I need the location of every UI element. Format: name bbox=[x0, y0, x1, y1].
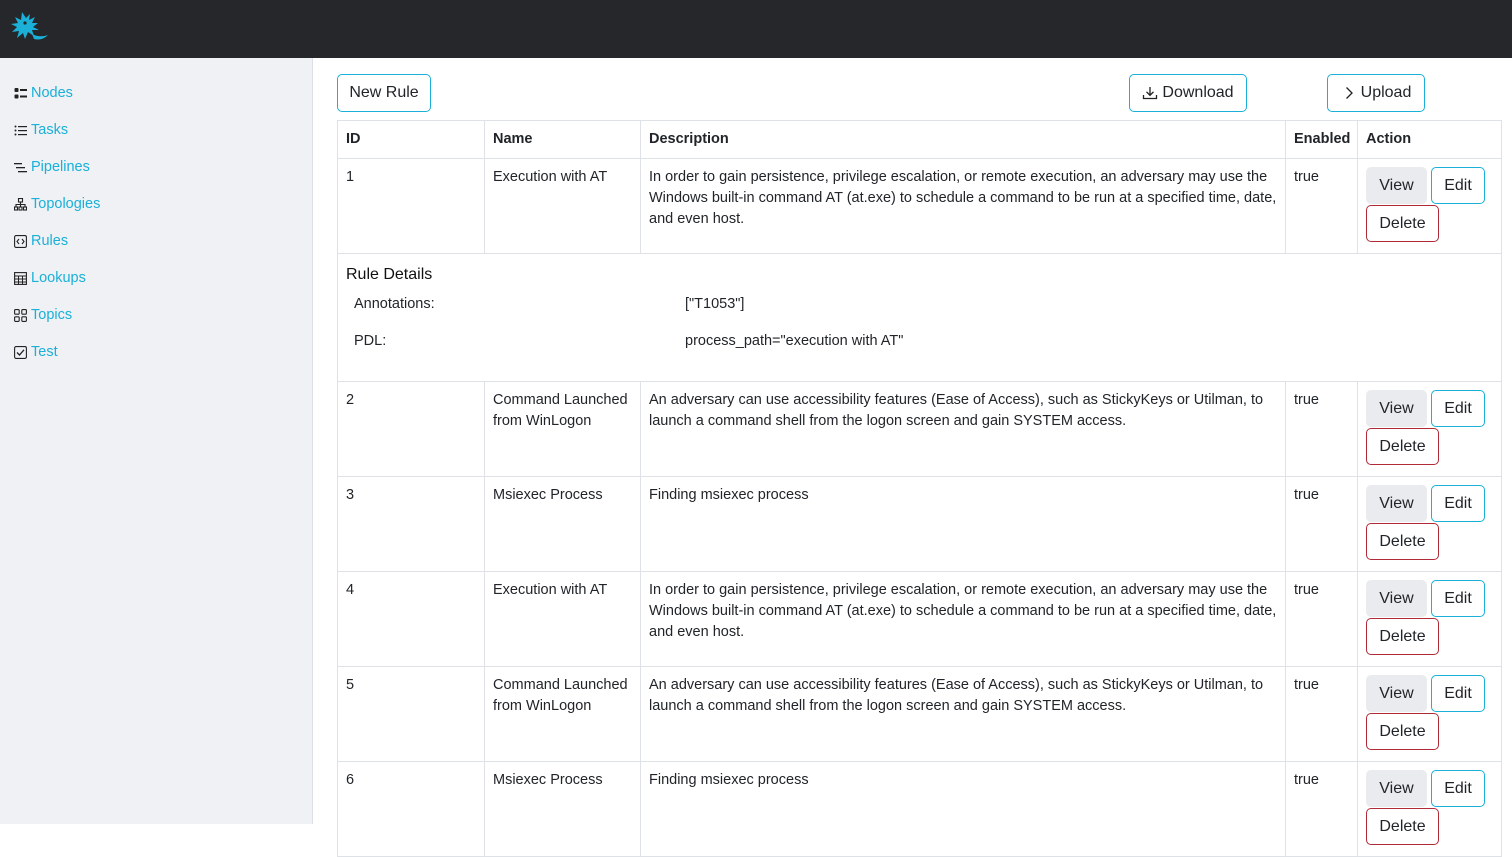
cell-description: Finding msiexec process bbox=[641, 477, 1286, 572]
column-header-description: Description bbox=[641, 121, 1286, 159]
top-navbar bbox=[0, 0, 1512, 58]
cell-description: In order to gain persistence, privilege escalation, or remote execution, an adversary may use the Windows built-in command AT (at.exe) to schedule a command to be run at a specified time, date, and even host. bbox=[641, 572, 1286, 667]
pdl-label: PDL: bbox=[354, 333, 387, 349]
pdl-value: process_path="execution with AT" bbox=[685, 333, 904, 349]
sidebar-item-tasks[interactable] bbox=[14, 119, 68, 141]
table-row bbox=[338, 159, 1502, 254]
rules-table bbox=[337, 120, 1502, 857]
view-button[interactable]: View bbox=[1366, 770, 1427, 807]
view-button[interactable]: View bbox=[1366, 390, 1427, 427]
column-header-id: ID bbox=[338, 121, 485, 159]
sidebar-item-lookups[interactable] bbox=[14, 267, 86, 289]
sidebar-item-label: Topics bbox=[31, 307, 73, 323]
cell-enabled: true bbox=[1286, 382, 1358, 477]
view-button[interactable]: View bbox=[1366, 167, 1427, 204]
cell-enabled: true bbox=[1286, 477, 1358, 572]
cell-actions bbox=[1358, 667, 1502, 762]
cell-actions bbox=[1358, 572, 1502, 667]
cell-actions bbox=[1358, 382, 1502, 477]
cell-description: An adversary can use accessibility features (Ease of Access), such as StickyKeys or Utilman, to launch a command shell from the logon screen and gain SYSTEM access. bbox=[641, 382, 1286, 477]
new-rule-button[interactable]: New Rule bbox=[337, 74, 431, 112]
column-header-enabled: Enabled bbox=[1286, 121, 1358, 159]
cell-name: Execution with AT bbox=[485, 572, 641, 667]
cell-actions bbox=[1358, 762, 1502, 857]
cell-id: 1 bbox=[338, 159, 485, 254]
cell-name: Msiexec Process bbox=[485, 762, 641, 857]
grid-icon bbox=[14, 309, 27, 322]
sidebar-item-label: Topologies bbox=[31, 196, 101, 212]
checkbox-icon bbox=[14, 346, 27, 359]
cell-name: Msiexec Process bbox=[485, 477, 641, 572]
delete-button[interactable]: Delete bbox=[1366, 205, 1439, 242]
cell-id: 3 bbox=[338, 477, 485, 572]
view-button[interactable]: View bbox=[1366, 675, 1427, 712]
delete-button[interactable]: Delete bbox=[1366, 428, 1439, 465]
main-content bbox=[313, 58, 1512, 835]
edit-button[interactable]: Edit bbox=[1431, 485, 1485, 522]
sidebar-item-label: Test bbox=[31, 344, 58, 360]
edit-button[interactable]: Edit bbox=[1431, 675, 1485, 712]
cell-name: Command Launched from WinLogon bbox=[485, 667, 641, 762]
edit-button[interactable]: Edit bbox=[1431, 390, 1485, 427]
sidebar-item-rules[interactable] bbox=[14, 230, 68, 252]
sidebar-item-topologies[interactable] bbox=[14, 193, 100, 215]
cell-enabled: true bbox=[1286, 572, 1358, 667]
download-icon bbox=[1142, 85, 1158, 101]
cell-id: 5 bbox=[338, 667, 485, 762]
pipelines-icon bbox=[14, 161, 27, 174]
cell-enabled: true bbox=[1286, 762, 1358, 857]
sidebar-item-label: Lookups bbox=[31, 270, 86, 286]
table-header-row bbox=[338, 121, 1502, 159]
table-row bbox=[338, 477, 1502, 572]
table-row bbox=[338, 762, 1502, 857]
cell-id: 6 bbox=[338, 762, 485, 857]
cell-name: Execution with AT bbox=[485, 159, 641, 254]
rule-details-title: Rule Details bbox=[346, 266, 433, 283]
topology-icon bbox=[14, 198, 27, 211]
upload-button[interactable]: Upload bbox=[1327, 74, 1425, 112]
code-icon bbox=[14, 235, 27, 248]
dragon-logo-icon[interactable] bbox=[8, 8, 50, 46]
sidebar-item-label: Tasks bbox=[31, 122, 69, 138]
sidebar-item-label: Pipelines bbox=[31, 159, 90, 175]
table-icon bbox=[14, 272, 27, 285]
delete-button[interactable]: Delete bbox=[1366, 618, 1439, 655]
nodes-icon bbox=[14, 87, 27, 100]
column-header-action: Action bbox=[1358, 121, 1502, 159]
chevron-right-icon bbox=[1341, 85, 1357, 101]
table-row bbox=[338, 667, 1502, 762]
cell-id: 4 bbox=[338, 572, 485, 667]
sidebar-item-nodes[interactable] bbox=[14, 82, 73, 104]
cell-description: In order to gain persistence, privilege escalation, or remote execution, an adversary may use the Windows built-in command AT (at.exe) to schedule a command to be run at a specified time, date, and even host. bbox=[641, 159, 1286, 254]
cell-enabled: true bbox=[1286, 667, 1358, 762]
rule-details-panel bbox=[338, 254, 1502, 382]
sidebar-item-label: Rules bbox=[31, 233, 69, 249]
delete-button[interactable]: Delete bbox=[1366, 523, 1439, 560]
sidebar-item-topics[interactable] bbox=[14, 304, 72, 326]
view-button[interactable]: View bbox=[1366, 485, 1427, 522]
view-button[interactable]: View bbox=[1366, 580, 1427, 617]
edit-button[interactable]: Edit bbox=[1431, 770, 1485, 807]
sidebar-item-pipelines[interactable] bbox=[14, 156, 90, 178]
download-button[interactable]: Download bbox=[1129, 74, 1247, 112]
cell-description: Finding msiexec process bbox=[641, 762, 1286, 857]
edit-button[interactable]: Edit bbox=[1431, 580, 1485, 617]
cell-actions bbox=[1358, 159, 1502, 254]
annotations-label: Annotations: bbox=[354, 296, 435, 312]
cell-name: Command Launched from WinLogon bbox=[485, 382, 641, 477]
edit-button[interactable]: Edit bbox=[1431, 167, 1485, 204]
cell-enabled: true bbox=[1286, 159, 1358, 254]
sidebar-item-label: Nodes bbox=[31, 85, 73, 101]
sidebar bbox=[0, 58, 313, 824]
rule-details-row bbox=[338, 254, 1502, 382]
cell-actions bbox=[1358, 477, 1502, 572]
table-row bbox=[338, 382, 1502, 477]
annotations-value: ["T1053"] bbox=[685, 296, 745, 312]
sidebar-item-test[interactable] bbox=[14, 341, 58, 363]
table-row bbox=[338, 572, 1502, 667]
list-icon bbox=[14, 124, 27, 137]
column-header-name: Name bbox=[485, 121, 641, 159]
delete-button[interactable]: Delete bbox=[1366, 713, 1439, 750]
delete-button[interactable]: Delete bbox=[1366, 808, 1439, 845]
cell-id: 2 bbox=[338, 382, 485, 477]
cell-description: An adversary can use accessibility features (Ease of Access), such as StickyKeys or Utilman, to launch a command shell from the logon screen and gain SYSTEM access. bbox=[641, 667, 1286, 762]
